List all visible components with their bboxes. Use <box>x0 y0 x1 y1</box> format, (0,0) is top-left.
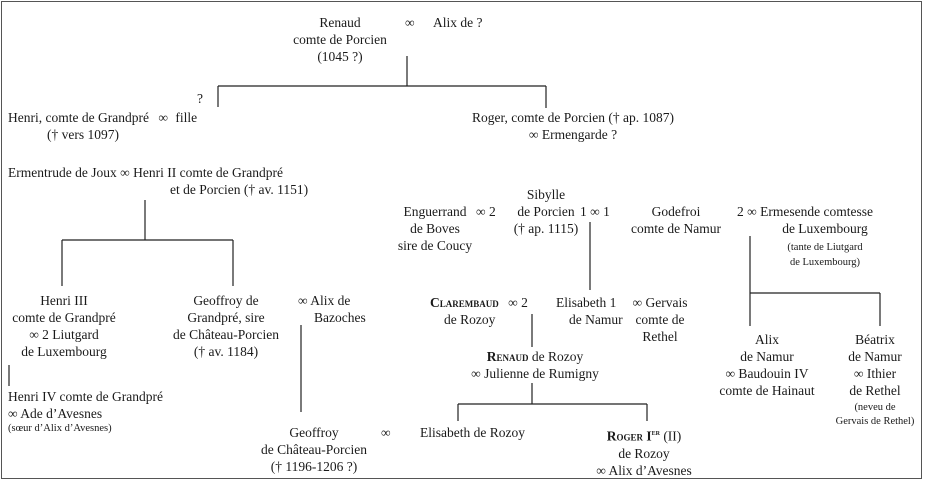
person-roger-i <box>580 424 708 479</box>
name-line: Enguerrand <box>403 204 467 219</box>
title-line: de Namur <box>569 312 623 327</box>
person-geoffroy-chateau-porcien <box>250 424 378 475</box>
name-line: Henri, comte de Grandpré <box>8 110 149 125</box>
title-line: de Namur <box>848 349 902 364</box>
date-line: († ap. 1115) <box>513 221 579 236</box>
title-line: de Porcien <box>517 204 575 219</box>
name-line: ∞ Alix de <box>298 293 351 308</box>
title-line: comte de <box>635 312 685 327</box>
marriage-symbol: ∞ <box>405 15 415 30</box>
name-line: Henri IV comte de Grandpré <box>8 389 163 404</box>
spouse-line: de Rethel <box>849 383 901 398</box>
name-line: Renaud <box>319 15 361 30</box>
date-line: († vers 1097) <box>47 127 119 142</box>
person-roger-porcien <box>450 109 696 143</box>
date-line: († 1196-1206 ?) <box>270 459 358 474</box>
name-line: Geoffroy <box>289 425 339 440</box>
person-gervais <box>628 294 692 345</box>
date-line: (1045 ?) <box>317 49 363 64</box>
person-elisabeth-rozoy: Elisabeth de Rozoy <box>420 425 525 440</box>
title-line: de Namur <box>740 349 794 364</box>
person-godefroi <box>620 203 732 237</box>
note-line: de Luxembourg) <box>789 257 861 268</box>
name-part: er <box>651 427 660 437</box>
marriage-symbol: ∞ 2 <box>508 295 528 310</box>
person-beatrix <box>826 331 924 429</box>
marriage-symbol: 1 ∞ 1 <box>580 204 610 219</box>
title-line: de Rozoy <box>618 445 670 461</box>
person-henri-iv <box>8 388 163 436</box>
person-enguerrand <box>390 203 480 254</box>
name-line: Godefroi <box>651 204 701 219</box>
date-line: († av. 1184) <box>193 344 259 359</box>
person-fille: fille <box>175 110 198 125</box>
name-line: Henri III <box>40 293 88 308</box>
person-ermesende: 2 ∞ Ermesende comtesse <box>737 204 873 219</box>
name-line: Grandpré, sire <box>187 310 265 325</box>
note-line: (neveu de <box>854 402 896 413</box>
title-line: sire de Coucy <box>397 238 473 253</box>
title-line: de Château-Porcien <box>172 327 280 342</box>
person-renaud-rozoy <box>450 348 620 382</box>
person-geoffroy-grandpre <box>170 292 282 360</box>
spouse-line: ∞ 2 Liutgard <box>29 327 99 342</box>
spouse-line: ∞ Baudouin IV <box>725 366 809 381</box>
person-alix-de: Alix de ? <box>433 15 483 30</box>
name-line <box>580 424 708 445</box>
name-part: Roger I <box>606 428 652 444</box>
title-line: de Boves <box>410 221 460 236</box>
name-line: Bazoches <box>314 310 366 325</box>
person-alix-bazoches <box>298 292 350 309</box>
name-part: Renaud <box>486 349 529 364</box>
spouse-line: ∞ Ade d’Avesnes <box>8 406 103 421</box>
name-line: Geoffroy de <box>193 293 259 308</box>
spouse-line: ∞ Ithier <box>853 366 897 381</box>
note-line: Gervais de Rethel) <box>835 416 915 427</box>
spouse-line: ∞ Julienne de Rumigny <box>471 366 599 381</box>
name-line <box>450 348 620 365</box>
title-line: de Château-Porcien <box>260 442 368 457</box>
name-line: ∞ Gervais <box>632 295 688 310</box>
marriage-symbol: ∞ <box>158 110 168 125</box>
person-henri-grandpre <box>8 109 197 126</box>
name-line: Clarembaud <box>430 295 499 310</box>
person-henri-iii <box>8 292 120 360</box>
person-elisabeth-namur: Elisabeth 1 <box>556 295 617 310</box>
name-line: Sibylle <box>526 187 566 202</box>
title-line: et de Porcien († av. 1151) <box>170 182 309 197</box>
title-line: Rethel <box>642 329 678 344</box>
spouse-line: comte de Hainaut <box>719 383 815 398</box>
note-line: (sœur d’Alix d’Avesnes) <box>8 423 112 434</box>
title-line: comte de Grandpré <box>12 310 116 325</box>
marriage-symbol: ∞ <box>381 425 391 440</box>
title-line: de Rozoy <box>444 312 496 327</box>
name-part: de Rozoy <box>528 349 584 364</box>
marriage-symbol: ∞ 2 <box>476 204 496 219</box>
person-clarembaud <box>430 294 528 311</box>
name-line: Béatrix <box>855 332 895 347</box>
title-line: de Luxembourg <box>782 221 868 236</box>
unknown-mark: ? <box>197 91 203 106</box>
person-henri-ii <box>8 164 283 181</box>
spouse-line: ∞ Ermengarde ? <box>528 127 618 142</box>
title-line: comte de Porcien <box>293 32 387 47</box>
spouse-line: de Luxembourg <box>21 344 107 359</box>
note-line: (tante de Liutgard <box>787 242 863 253</box>
name-line: Ermentrude de Joux ∞ Henri II comte de Grandpré <box>8 165 284 180</box>
name-line: Alix <box>754 332 779 347</box>
name-part: (II) <box>659 428 682 444</box>
title-line: comte de Namur <box>631 221 721 236</box>
name-line: Roger, comte de Porcien († ap. 1087) <box>472 110 674 125</box>
person-alix-namur <box>703 331 831 399</box>
person-renaud-porcien <box>279 14 401 65</box>
spouse-line: ∞ Alix d’Avesnes <box>596 462 692 478</box>
